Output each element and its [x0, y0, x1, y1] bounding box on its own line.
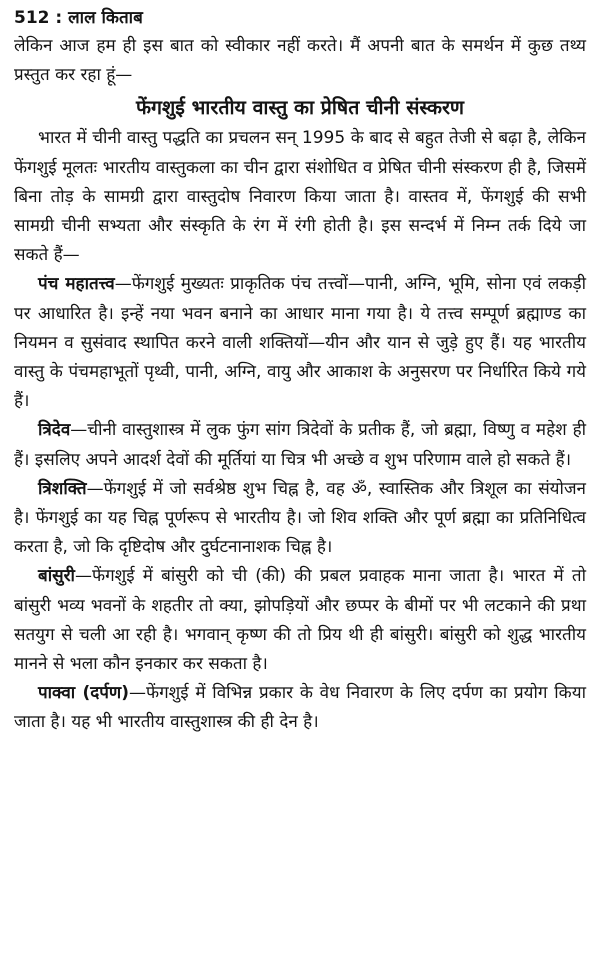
entry-tridev: [14, 416, 586, 474]
entry-term: त्रिदेव: [38, 420, 71, 441]
entry-pakva: [14, 679, 586, 737]
entry-trishakti: [14, 475, 586, 563]
entry-term: त्रिशक्ति: [38, 478, 87, 499]
entry-text: —चीनी वास्तुशास्त्र में लुक फुंग सांग त्रिदेवों के प्रतीक हैं, जो ब्रह्मा, विष्णु व महेश ही हैं। इसलिए अपने आदर्श देवों की मूर्तियां या चित्र भी अच्छे व शुभ परिणाम वाले हो सकते हैं।: [14, 420, 586, 470]
entry-text: —फेंगशुई में विभिन्न प्रकार के वेध निवारण के लिए दर्पण का प्रयोग किया जाता है। यह भी भारतीय वास्तुशास्त्र की ही देन है।: [14, 683, 586, 733]
section-paragraph: भारत में चीनी वास्तु पद्धति का प्रचलन सन् 1995 के बाद से बहुत तेजी से बढ़ा है, लेकिन फेंगशुई मूलतः भारतीय वास्तुकला का चीन द्वारा संशोधित व प्रेषित चीनी संस्करण ही है, जिसमें बिना तोड़ के सामग्री द्वारा वास्तुदोष निवारण किया जाता है। वास्तव में, फेंगशुई की सभी सामग्री चीनी सभ्यता और संस्कृति के रंग में रंगी होती है। इस सन्दर्भ में निम्न तर्क दिये जा सकते हैं—: [14, 128, 586, 266]
entry-bansuri: [14, 562, 586, 679]
entry-text: —फेंगशुई मुख्यतः प्राकृतिक पंच तत्त्वों—पानी, अग्नि, भूमि, सोना एवं लकड़ी पर आधारित है। इन्हें नया भवन बनाने का आधार माना गया है। ये तत्त्व सम्पूर्ण ब्रह्माण्ड का नियमन व सुसंवाद स्थापित करने वाली शक्तियों—यीन और यान से जुड़े हुए हैं। यह भारतीय वास्तु के पंचमहाभूतों पृथ्वी, पानी, अग्नि, वायु और आकाश के अनुसरण पर निर्धारित किये गये हैं।: [14, 274, 586, 412]
entry-panch-mahatattva: [14, 270, 586, 416]
intro-paragraph: लेकिन आज हम ही इस बात को स्वीकार नहीं करते। मैं अपनी बात के समर्थन में कुछ तथ्य प्रस्तुत कर रहा हूं—: [14, 36, 586, 86]
entry-term: पाक्वा (दर्पण): [38, 683, 129, 704]
entry-text: —फेंगशुई में बांसुरी को ची (की) की प्रबल प्रवाहक माना जाता है। भारत में तो बांसुरी भव्य भवनों के शहतीर तो क्या, झोपड़ियों और छप्पर के बीमों पर भी लटकाने की प्रथा सतयुग से चली आ रही है। भगवान् कृष्ण की तो प्रिय थी ही बांसुरी। बांसुरी को शुद्ध भारतीय मानने से भला कौन इनकार कर सकता है।: [14, 566, 586, 675]
section-heading: फेंगशुई भारतीय वास्तु का प्रेषित चीनी संस्करण: [135, 96, 465, 120]
entry-text: —फेंगशुई में जो सर्वश्रेष्ठ शुभ चिह्न है, वह ॐ, स्वास्तिक और त्रिशूल का संयोजन है। फेंगशुई का यह चिह्न पूर्णरूप से भारतीय है। जो शिव शक्ति और पूर्ण ब्रह्मा का प्रतिनिधित्व करता है, जो कि दृष्टिदोष और दुर्घटनानाशक चिह्न है।: [14, 478, 586, 558]
running-head: [14, 6, 586, 30]
header-separator: :: [55, 8, 63, 28]
book-title: लाल किताब: [68, 8, 143, 28]
entry-term: पंच महातत्त्व: [38, 274, 115, 295]
page-number: 512: [14, 8, 50, 28]
entry-term: बांसुरी: [38, 566, 75, 587]
